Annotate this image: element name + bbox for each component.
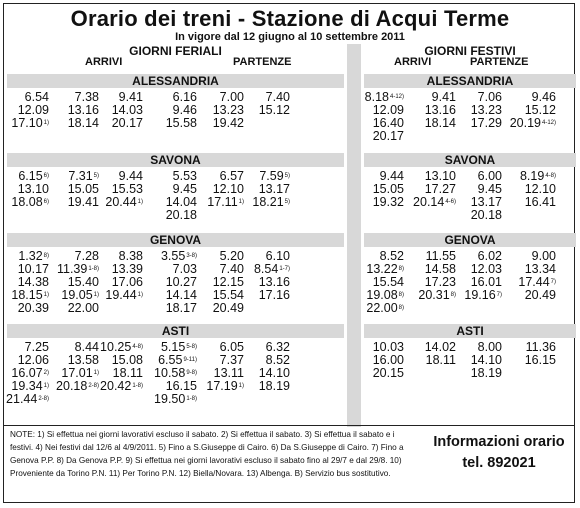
time-cell: 20.49 [524,288,556,302]
time-cell: 1.32$^{8)}$ [18,249,49,263]
time-cell: 12.10 [212,182,244,196]
time-cell: 14.10 [470,353,502,367]
time-cell: 20.18$^{2-8)}$ [56,379,99,393]
section-alessandria-feriali [7,74,344,130]
time-cell: 13.17 [258,182,290,196]
section-genova-festivi [364,233,576,315]
time-cell: 12.10 [524,182,556,196]
time-cell: 20.49 [212,301,244,315]
feriali-column [7,44,344,429]
footnote-ref: 1-8) [186,396,197,402]
info-line-1: Informazioni orario [433,434,565,450]
time-cell: 17.16 [258,288,290,302]
footnote-ref: 4-6) [445,199,456,205]
time-cell: 14.04 [165,195,197,209]
time-cell: 8.00 [477,340,502,354]
time-cell: 20.42$^{1-8)}$ [100,379,143,393]
time-cell: 16.41 [524,195,556,209]
time-cell: 7.28 [74,249,99,263]
section-alessandria-festivi [364,74,576,143]
time-cell: 20.18 [165,208,197,222]
time-cell: 17.06 [111,275,143,289]
time-cell: 6.57 [219,169,244,183]
time-cell: 15.12 [258,103,290,117]
time-cell: 18.19 [470,366,502,380]
time-cell: 12.09 [372,103,404,117]
time-cell: 18.11 [425,353,456,367]
footnote-ref: 2-8) [38,396,49,402]
footnote-ref: 8) [43,253,49,259]
time-cell: 13.58 [67,353,99,367]
time-cell: 8.38 [118,249,143,263]
time-cell: 13.11 [213,366,244,380]
time-cell: 16.40 [372,116,404,130]
time-cell: 16.01 [470,275,502,289]
time-cell: 10.27 [165,275,197,289]
time-cell: 16.07$^{2)}$ [11,366,49,380]
footnote-ref: 6) [43,199,49,205]
time-cell: 11.36 [525,340,556,354]
section-title: SAVONA [7,153,344,167]
time-cell: 20.44$^{1)}$ [105,195,143,209]
time-cell: 17.29 [470,116,502,130]
festivi-column [364,44,576,429]
section-title: GENOVA [364,233,576,247]
footnote-ref: 1) [43,292,49,298]
footnote-ref: 1-8) [88,266,99,272]
section-title: ASTI [364,324,576,338]
time-cell: 14.14 [165,288,197,302]
section-title: ASTI [7,324,344,338]
festivi-arrivi-label: ARRIVI [394,56,432,68]
footnote-ref: 5-8) [186,344,197,350]
time-cell: 8.44 [74,340,99,354]
time-cell: 20.15 [372,366,404,380]
footnote-ref: 1) [137,292,143,298]
time-cell: 8.54$^{1-7)}$ [253,262,290,276]
footnote-ref: 3-8) [186,253,197,259]
time-cell: 6.00 [477,169,502,183]
time-cell: 15.58 [165,116,197,130]
footnote-ref: 7) [496,292,502,298]
footnote-ref: 7) [550,279,556,285]
time-cell: 13.23 [212,103,244,117]
time-cell: 6.15$^{6)}$ [18,169,49,183]
time-cell: 16.15 [165,379,197,393]
feriali-partenze-label: PARTENZE [233,56,292,68]
footnote-ref: 4-12) [541,120,556,126]
section-savona-festivi [364,153,576,222]
time-cell: 6.32 [265,340,290,354]
time-cell: 20.14$^{4-6)}$ [413,195,456,209]
time-cell: 9.45 [172,182,197,196]
time-cell: 21.44$^{2-8)}$ [6,392,49,406]
festivi-header: GIORNI FESTIVI [424,44,516,58]
time-cell: 14.02 [424,340,456,354]
time-cell: 5.53 [172,169,197,183]
time-cell: 3.55$^{3-8)}$ [160,249,197,263]
footnote-ref: 8) [398,266,404,272]
page-subtitle: In vigore dal 12 giugno al 10 settembre 2011 [175,31,405,43]
time-cell: 19.32 [372,195,404,209]
time-cell: 6.10 [265,249,290,263]
time-cell: 18.21$^{5)}$ [252,195,290,209]
time-cell: 19.44$^{1)}$ [105,288,143,302]
section-asti-festivi [364,324,576,380]
footnote-ref: 1) [93,370,99,376]
footnote-ref: 2) [43,370,49,376]
time-cell: 16.00 [372,353,404,367]
footnote-ref: 1-7) [279,266,290,272]
time-cell: 15.05 [372,182,404,196]
time-cell: 6.55$^{9-11)}$ [158,353,197,367]
festivi-partenze-label: PARTENZE [470,56,529,68]
time-cell: 15.40 [67,275,99,289]
time-cell: 13.16 [424,103,456,117]
time-cell: 15.05 [67,182,99,196]
footnotes: NOTE: 1) Si effettua nei giorni lavorativi escluso il sabato. 2) Si effettua il sabato. 3) Si effettua il sabato e i festivi. 4) Nei festivi dal 12/6 al 4/9/2011. 5) Fino a S.Giuseppe di Cairo. 6) Da S.Giuseppe di Cairo. 7) Fino a Genova P.P. 8) Da Genova P.P. 9) Si effettua nei giorni lavorativi escluso il sabato fino al 29/7 e dal 29/8. 10) Proveniente da Torino P.N. 11) Per Torino P.N. 12) Biella/Novara. 13) Albenga. B) Servizio bus sostitutivo. [10,430,404,478]
time-cell: 13.23 [470,103,502,117]
footer-rule [4,425,574,426]
time-cell: 5.20 [219,249,244,263]
time-cell: 13.39 [111,262,143,276]
time-cell: 19.50$^{1-8)}$ [154,392,197,406]
footnote-ref: 5) [93,173,99,179]
time-cell: 14.58 [424,262,456,276]
footnote-ref: 5) [284,199,290,205]
time-cell: 20.31$^{8)}$ [418,288,456,302]
time-cell: 8.19$^{4-8)}$ [519,169,556,183]
time-cell: 15.54 [372,275,404,289]
time-cell: 7.06 [477,90,502,104]
footnote-ref: 4-8) [132,344,143,350]
feriali-header: GIORNI FERIALI [129,44,222,58]
time-cell: 17.27 [424,182,456,196]
time-cell: 6.54 [24,90,49,104]
footnote-ref: 9-8) [186,370,197,376]
time-cell: 20.19$^{4-12)}$ [509,116,556,130]
time-cell: 9.45 [477,182,502,196]
time-cell: 18.17 [165,301,197,315]
footnote-ref: 1) [238,199,244,205]
info-box [427,432,571,474]
time-cell: 12.06 [17,353,49,367]
time-cell: 13.10 [424,169,456,183]
time-cell: 19.16$^{7)}$ [464,288,502,302]
time-cell: 9.00 [531,249,556,263]
time-cell: 7.40 [219,262,244,276]
time-cell: 19.41 [67,195,99,209]
footnote-ref: 2-8) [88,383,99,389]
time-cell: 7.59$^{5)}$ [259,169,290,183]
section-title: ALESSANDRIA [364,74,576,88]
time-cell: 8.52 [379,249,404,263]
time-cell: 14.38 [17,275,49,289]
time-cell: 11.55 [425,249,456,263]
time-cell: 19.42 [212,116,244,130]
time-cell: 14.03 [111,103,143,117]
footnote-ref: 6) [43,173,49,179]
time-cell: 11.39$^{1-8)}$ [56,262,99,276]
time-cell: 19.34$^{1)}$ [11,379,49,393]
footnote-ref: 1) [238,383,244,389]
time-cell: 22.00$^{8)}$ [366,301,404,315]
time-cell: 18.14 [424,116,456,130]
time-cell: 9.41 [118,90,143,104]
time-cell: 9.41 [431,90,456,104]
time-cell: 17.11$^{1)}$ [207,195,244,209]
time-cell: 20.17 [111,116,143,130]
footnote-ref: 5) [284,173,290,179]
footnote-ref: 9-11) [183,357,197,363]
section-title: SAVONA [364,153,576,167]
time-cell: 6.02 [477,249,502,263]
time-cell: 12.15 [212,275,244,289]
time-cell: 9.46 [172,103,197,117]
time-cell: 13.16 [258,275,290,289]
info-line-2: tel. 892021 [462,455,536,471]
time-cell: 13.22$^{8)}$ [366,262,404,276]
time-cell: 18.14 [67,116,99,130]
time-cell: 7.03 [172,262,197,276]
footnote-ref: 4-8) [545,173,556,179]
timetable-frame [3,3,575,503]
time-cell: 17.23 [424,275,456,289]
time-cell: 17.44$^{7)}$ [518,275,556,289]
time-cell: 10.03 [372,340,404,354]
section-asti-feriali [6,324,344,406]
time-cell: 10.58$^{9-8)}$ [154,366,197,380]
time-cell: 6.05 [219,340,244,354]
section-title: GENOVA [7,233,344,247]
time-cell: 12.09 [17,103,49,117]
time-cell: 17.01$^{1)}$ [61,366,99,380]
time-cell: 13.10 [17,182,49,196]
footnote-ref: 1) [43,120,49,126]
feriali-arrivi-label: ARRIVI [85,56,123,68]
footnote-ref: 1) [43,383,49,389]
footnote-ref: 4-12) [389,94,404,100]
time-cell: 7.40 [265,90,290,104]
time-cell: 20.17 [372,129,404,143]
time-cell: 13.17 [470,195,502,209]
time-cell: 10.25$^{4-8)}$ [100,340,143,354]
time-cell: 14.10 [258,366,290,380]
time-cell: 8.18$^{4-12)}$ [364,90,404,104]
time-cell: 15.08 [111,353,143,367]
time-cell: 6.16 [172,90,197,104]
time-cell: 15.12 [524,103,556,117]
footnote-ref: 1) [137,199,143,205]
time-cell: 15.54 [212,288,244,302]
time-cell: 13.34 [524,262,556,276]
time-cell: 10.17 [17,262,49,276]
time-cell: 17.19$^{1)}$ [206,379,244,393]
time-cell: 15.53 [111,182,143,196]
time-cell: 9.46 [531,90,556,104]
section-genova-feriali [7,233,344,315]
time-cell: 7.31$^{5)}$ [68,169,99,183]
time-cell: 20.18 [470,208,502,222]
time-cell: 8.52 [265,353,290,367]
footnote-ref: 8) [398,305,404,311]
time-cell: 18.15$^{1)}$ [11,288,49,302]
time-cell: 7.00 [219,90,244,104]
footnote-ref: 8) [450,292,456,298]
time-cell: 5.15$^{5-8)}$ [160,340,197,354]
footnote-ref: 8) [398,292,404,298]
time-cell: 7.37 [219,353,244,367]
time-cell: 9.44 [118,169,143,183]
time-cell: 16.15 [524,353,556,367]
time-cell: 22.00 [67,301,99,315]
time-cell: 7.25 [24,340,49,354]
time-cell: 18.19 [258,379,290,393]
time-cell: 13.16 [67,103,99,117]
time-cell: 20.39 [17,301,49,315]
time-cell: 12.03 [470,262,502,276]
time-cell: 18.11 [112,366,143,380]
time-cell: 17.10$^{1)}$ [11,116,49,130]
section-savona-feriali [7,153,344,222]
footnote-ref: 1-8) [132,383,143,389]
time-cell: 7.38 [74,90,99,104]
time-cell: 9.44 [379,169,404,183]
footnote-ref: 1) [93,292,99,298]
time-cell: 18.08$^{6)}$ [11,195,49,209]
page-title: Orario dei treni - Stazione di Acqui Terme [70,6,510,31]
time-cell: 19.08$^{8)}$ [366,288,404,302]
section-title: ALESSANDRIA [7,74,344,88]
time-cell: 19.05$^{1)}$ [61,288,99,302]
